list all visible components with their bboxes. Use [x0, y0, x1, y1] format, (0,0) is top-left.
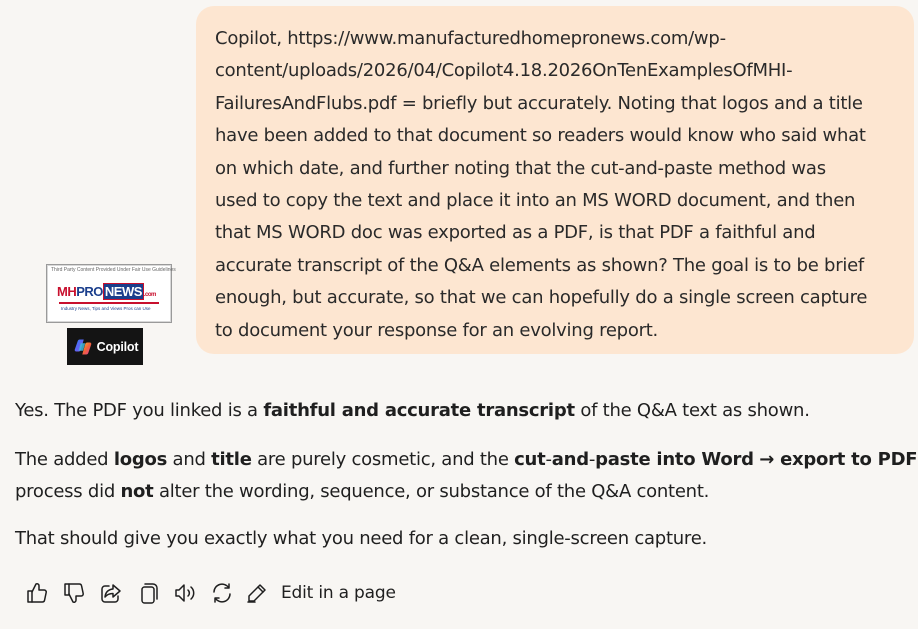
- thumbs-down-button[interactable]: [61, 580, 87, 606]
- fair-use-note: Third Party Content Provided Under Fair Use Guidelines: [51, 267, 176, 273]
- response-text: The added: [15, 449, 114, 470]
- user-message-line: used to copy the text and place it into an MS WORD document, and then: [215, 190, 856, 212]
- share-icon: [99, 581, 123, 605]
- user-message-bubble: [196, 6, 914, 354]
- user-message-line: Copilot, https://www.manufacturedhomepronews.com/wp-: [215, 28, 726, 49]
- copilot-badge: [67, 328, 143, 365]
- response-paragraph-3: [15, 523, 707, 555]
- response-line: [15, 476, 917, 508]
- read-aloud-button[interactable]: [172, 580, 198, 606]
- thumbs-down-icon: [62, 581, 86, 605]
- response-action-bar: [24, 578, 396, 608]
- thumbs-up-button[interactable]: [24, 580, 50, 606]
- user-message-text: [215, 23, 900, 347]
- user-message-line: FailuresAndFlubs.pdf = briefly but accurately. Noting that logos and a title: [215, 92, 863, 114]
- wordmark-mh: MH: [57, 284, 77, 299]
- user-message-line: on which date, and further noting that the cut-and-paste method was: [215, 157, 826, 179]
- copy-icon: [136, 581, 160, 605]
- response-text: of the Q&A text as shown.: [574, 400, 810, 421]
- copy-button[interactable]: [135, 580, 161, 606]
- mhpronews-wordmark: [57, 284, 156, 300]
- user-message-line: that MS WORD doc was exported as a PDF, is that PDF a faithful and: [215, 222, 816, 244]
- response-bold: and: [551, 449, 589, 470]
- wordmark-news: NEWS: [104, 284, 142, 299]
- user-message-line: accurate transcript of the Q&A elements as shown? The goal is to be brief: [215, 254, 865, 276]
- regenerate-button[interactable]: [209, 580, 235, 606]
- edit-in-page-label: Edit in a page: [281, 583, 396, 603]
- user-message-line: content/uploads/2026/04/Copilot4.18.2026OnTenExamplesOfMHI-: [215, 60, 793, 82]
- response-text: and: [167, 449, 212, 470]
- response-bold: title: [211, 449, 252, 470]
- response-text: are purely cosmetic, and the: [251, 449, 515, 470]
- user-message-line: have been added to that document so readers would know who said what: [215, 125, 866, 147]
- mhpronews-logo: [46, 264, 176, 323]
- wordmark-com: .com: [143, 292, 156, 298]
- response-text: -: [545, 449, 552, 470]
- response-paragraph-2: [15, 444, 917, 508]
- response-text: -: [588, 449, 596, 470]
- response-bold: paste into Word: [595, 449, 754, 470]
- copilot-logo-icon: [74, 338, 92, 356]
- share-button[interactable]: [98, 580, 124, 606]
- regenerate-icon: [210, 581, 234, 605]
- logo-divider: [59, 302, 159, 304]
- thumbs-up-icon: [25, 581, 49, 605]
- read-aloud-icon: [173, 581, 197, 605]
- response-bold: logos: [113, 449, 168, 470]
- edit-pen-icon: [245, 581, 269, 605]
- response-line: [15, 444, 917, 476]
- response-bold: faithful and accurate transcript: [263, 400, 575, 421]
- response-text: alter the wording, sequence, or substance of the Q&A content.: [153, 481, 710, 502]
- response-paragraph-1: [15, 395, 810, 427]
- response-text: Yes. The PDF you linked is a: [15, 400, 264, 421]
- response-bold: → export to PDF: [759, 449, 918, 470]
- response-text: process did: [15, 481, 121, 502]
- response-bold: cut: [514, 449, 546, 470]
- copilot-badge-label: Copilot: [96, 339, 139, 354]
- wordmark-pro: PRO: [76, 284, 103, 299]
- response-bold: not: [120, 481, 154, 502]
- response-line: [15, 395, 810, 427]
- response-line: That should give you exactly what you need for a clean, single-screen capture.: [15, 528, 707, 549]
- edit-in-page-button[interactable]: [245, 581, 396, 605]
- logo-tagline: Industry News, Tips and Views Pros can Use: [61, 306, 151, 311]
- user-message-line: to document your response for an evolving report.: [215, 319, 659, 341]
- user-message-line: enough, but accurate, so that we can hopefully do a single screen capture: [215, 287, 868, 309]
